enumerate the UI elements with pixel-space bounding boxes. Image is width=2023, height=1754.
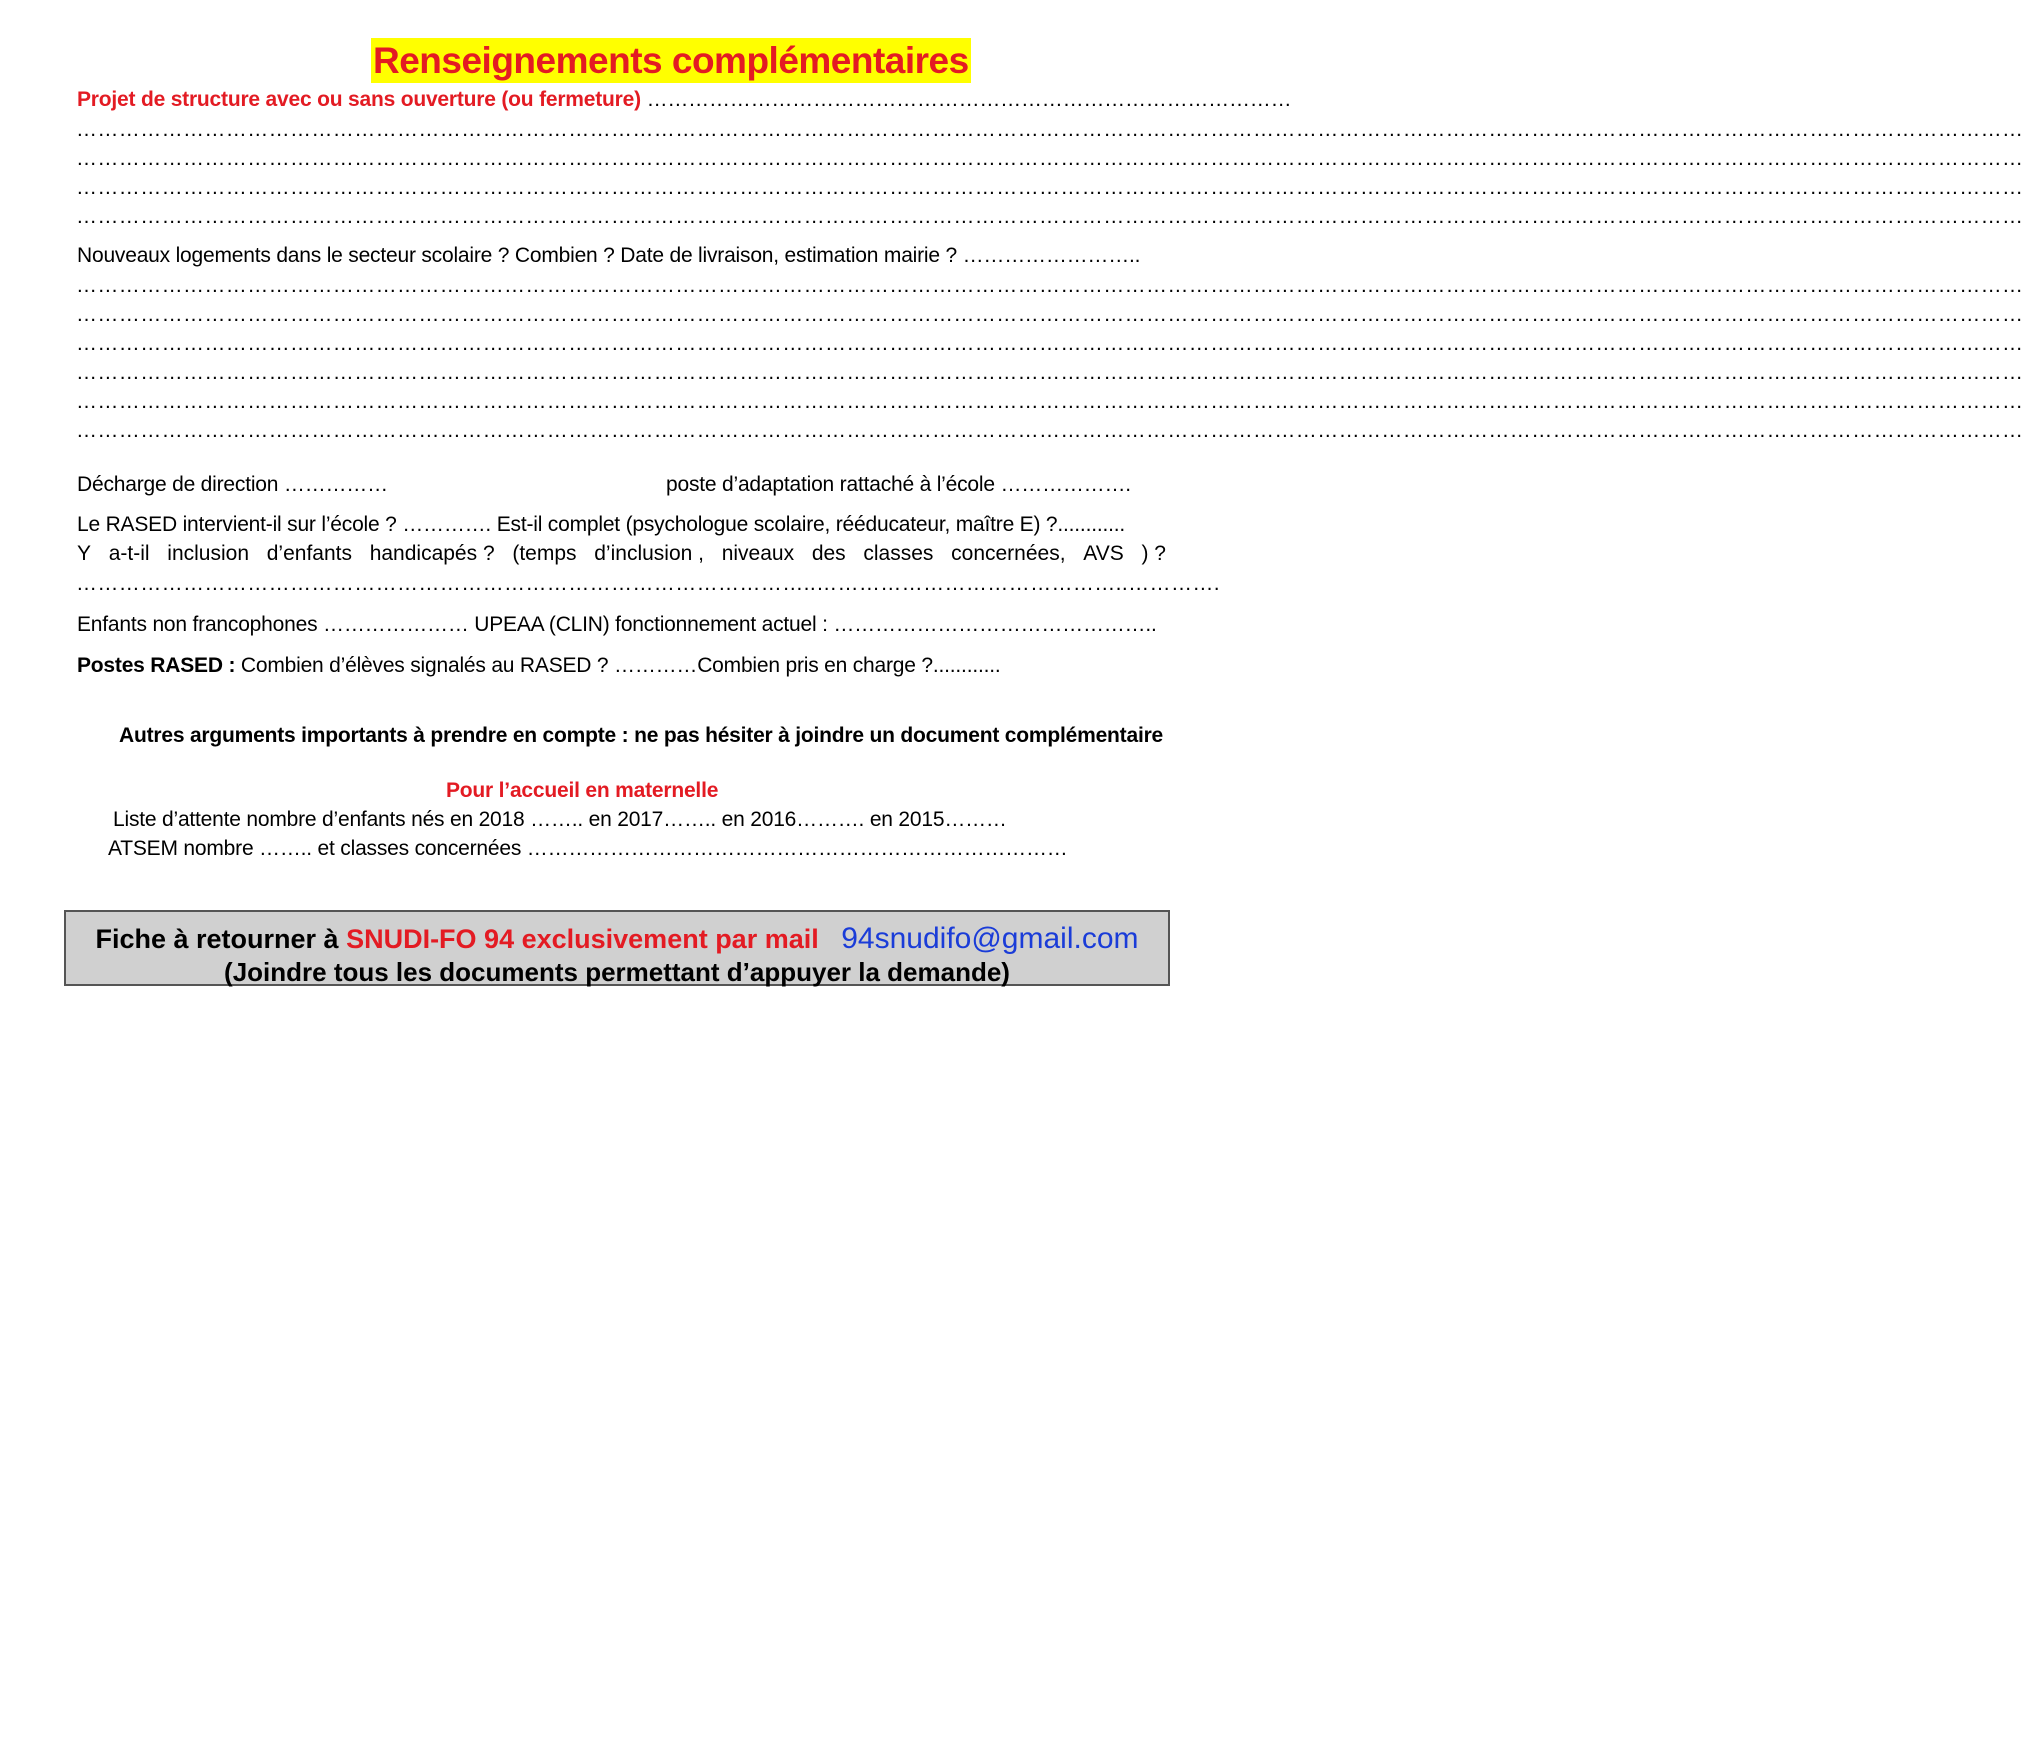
- answer-line[interactable]: …………………………………………………………………………………………………………………………………………………………………………………………………………………………………………………: [76, 390, 2023, 413]
- postes-rased-text: Combien d’élèves signalés au RASED ? …………Combien pris en charge ?............: [235, 654, 1001, 677]
- maternelle-heading: Pour l’accueil en maternelle: [446, 779, 719, 802]
- structure-project-field[interactable]: …………………………………………………………………………………: [646, 88, 1292, 111]
- answer-line[interactable]: …………………………………………………………………………………………………………………………………………………………………………………………………………………………………………………: [76, 274, 2023, 297]
- inclusion-question: [77, 543, 1166, 564]
- return-instructions-box: [64, 910, 1170, 986]
- inclusion-word: (temps: [512, 542, 577, 565]
- inclusion-word: concernées,: [951, 542, 1066, 565]
- answer-line[interactable]: …………………………………………………………………………………………………………………………………………………………………………………………………………………………………………………: [76, 147, 2023, 170]
- non-francophone-field[interactable]: Enfants non francophones ………………… UPEAA (CLIN) fonctionnement actuel : ………………………………………..: [77, 613, 1157, 636]
- inclusion-word: a-t-il: [108, 542, 150, 565]
- inclusion-word: des: [811, 542, 846, 565]
- return-prefix: Fiche à retourner à: [95, 924, 347, 954]
- inclusion-word: classes: [863, 542, 934, 565]
- email-link[interactable]: 94snudifo@gmail.com: [841, 922, 1139, 955]
- answer-line[interactable]: …………………………………………………………………………………………………………………………………………………………………………………………………………………………………………………: [76, 205, 2023, 228]
- inclusion-word: ) ?: [1141, 542, 1166, 565]
- answer-line[interactable]: …………………………………………………………………………………………………………………………………………………………………………………………………………………………………………………: [76, 176, 2023, 199]
- inclusion-answer-line[interactable]: …………………………………………………………………………………………..……………………………………..………….: [76, 572, 1220, 595]
- inclusion-word: d’inclusion ,: [594, 542, 704, 565]
- inclusion-word: niveaux: [721, 542, 795, 565]
- inclusion-word: inclusion: [167, 542, 250, 565]
- other-arguments-note: Autres arguments importants à prendre en compte : ne pas hésiter à joindre un document complémentaire: [119, 724, 1164, 747]
- answer-line[interactable]: …………………………………………………………………………………………………………………………………………………………………………………………………………………………………………………: [76, 118, 2023, 141]
- organization-name: SNUDI-FO 94 exclusivement par mail: [346, 924, 819, 954]
- adaptation-post-field[interactable]: poste d’adaptation rattaché à l’école ……………….: [666, 473, 1131, 496]
- attach-documents-note: (Joindre tous les documents permettant d’appuyer la demande): [224, 957, 1010, 987]
- inclusion-word: handicapés ?: [369, 542, 495, 565]
- answer-line[interactable]: …………………………………………………………………………………………………………………………………………………………………………………………………………………………………………………: [76, 303, 2023, 326]
- rased-question[interactable]: Le RASED intervient-il sur l’école ? …………. Est-il complet (psychologue scolaire, rééducateur, maître E) ?............: [77, 513, 1126, 536]
- discharge-direction-field[interactable]: Décharge de direction ……………: [77, 473, 388, 496]
- inclusion-word: AVS: [1083, 542, 1124, 565]
- inclusion-word: Y: [77, 542, 92, 565]
- new-housing-question: Nouveaux logements dans le secteur scolaire ? Combien ? Date de livraison, estimation mairie ? ……………………..: [77, 244, 1141, 267]
- inclusion-word: d’enfants: [266, 542, 352, 565]
- answer-line[interactable]: …………………………………………………………………………………………………………………………………………………………………………………………………………………………………………………: [76, 361, 2023, 384]
- postes-rased-label: Postes RASED :: [77, 654, 236, 677]
- waiting-list-field[interactable]: Liste d’attente nombre d’enfants nés en 2018 …….. en 2017…….. en 2016………. en 2015………: [113, 808, 1007, 831]
- structure-project-label: Projet de structure avec ou sans ouverture (ou fermeture): [77, 88, 641, 111]
- atsem-field[interactable]: ATSEM nombre …….. et classes concernées ……………………………………………………………………: [108, 837, 1068, 860]
- return-instructions: [66, 922, 1168, 956]
- answer-line[interactable]: …………………………………………………………………………………………………………………………………………………………………………………………………………………………………………………: [76, 332, 2023, 355]
- page-title: Renseignements complémentaires: [373, 40, 969, 81]
- postes-rased-line[interactable]: [77, 655, 1001, 676]
- answer-line[interactable]: …………………………………………………………………………………………………………………………………………………………………………………………………………………………………………………: [76, 419, 2023, 442]
- structure-project-line: [77, 88, 1292, 111]
